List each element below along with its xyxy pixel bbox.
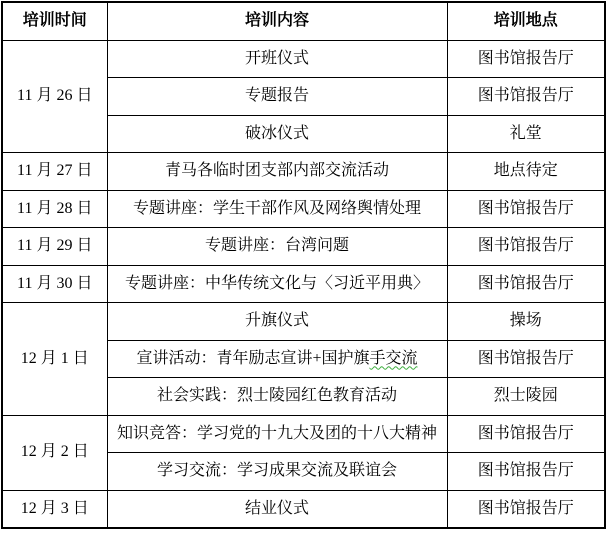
date-cell: 11 月 26 日: [2, 40, 107, 153]
date-cell: 12 月 3 日: [2, 490, 107, 528]
content-cell: 知识竞答：学习党的十九大及团的十八大精神: [107, 415, 447, 453]
content-cell: 专题讲座：台湾问题: [107, 228, 447, 266]
location-cell: 图书馆报告厅: [447, 340, 605, 378]
location-cell: 礼堂: [447, 115, 605, 153]
table-row: [2, 228, 605, 266]
header-training-content: 培训内容: [107, 2, 447, 40]
date-cell: 11 月 28 日: [2, 190, 107, 228]
table-row: [2, 190, 605, 228]
content-cell: 专题讲座：学生干部作风及网络舆情处理: [107, 190, 447, 228]
content-cell: 专题讲座：中华传统文化与〈习近平用典〉: [107, 265, 447, 303]
training-schedule-table: [1, 1, 606, 529]
location-cell: 图书馆报告厅: [447, 78, 605, 116]
location-cell: 图书馆报告厅: [447, 228, 605, 266]
location-cell: 图书馆报告厅: [447, 490, 605, 528]
location-cell: 图书馆报告厅: [447, 190, 605, 228]
content-cell: 结业仪式: [107, 490, 447, 528]
location-cell: 图书馆报告厅: [447, 453, 605, 491]
date-cell: 11 月 30 日: [2, 265, 107, 303]
table-row: [2, 153, 605, 191]
table-row: [2, 415, 605, 453]
table-row: [2, 490, 605, 528]
content-cell: 破冰仪式: [107, 115, 447, 153]
location-cell: 地点待定: [447, 153, 605, 191]
content-cell: 专题报告: [107, 78, 447, 116]
table-row: [2, 40, 605, 78]
location-cell: 图书馆报告厅: [447, 265, 605, 303]
header-training-time: 培训时间: [2, 2, 107, 40]
content-text: 宣讲活动：青年励志宣讲+国护旗: [136, 349, 370, 367]
content-cell: 升旗仪式: [107, 303, 447, 341]
table-row: [2, 303, 605, 341]
date-cell: 11 月 27 日: [2, 153, 107, 191]
table-row: [2, 265, 605, 303]
location-cell: 图书馆报告厅: [447, 40, 605, 78]
grammar-squiggle-text: 手交流: [369, 349, 418, 367]
header-training-location: 培训地点: [447, 2, 605, 40]
content-cell: [107, 340, 447, 378]
content-cell: 社会实践：烈士陵园红色教育活动: [107, 378, 447, 416]
date-cell: 12 月 2 日: [2, 415, 107, 490]
table-header-row: [2, 2, 605, 40]
date-cell: 11 月 29 日: [2, 228, 107, 266]
location-cell: 烈士陵园: [447, 378, 605, 416]
content-cell: 学习交流：学习成果交流及联谊会: [107, 453, 447, 491]
content-cell: 开班仪式: [107, 40, 447, 78]
content-cell: 青马各临时团支部内部交流活动: [107, 153, 447, 191]
date-cell: 12 月 1 日: [2, 303, 107, 416]
location-cell: 操场: [447, 303, 605, 341]
location-cell: 图书馆报告厅: [447, 415, 605, 453]
